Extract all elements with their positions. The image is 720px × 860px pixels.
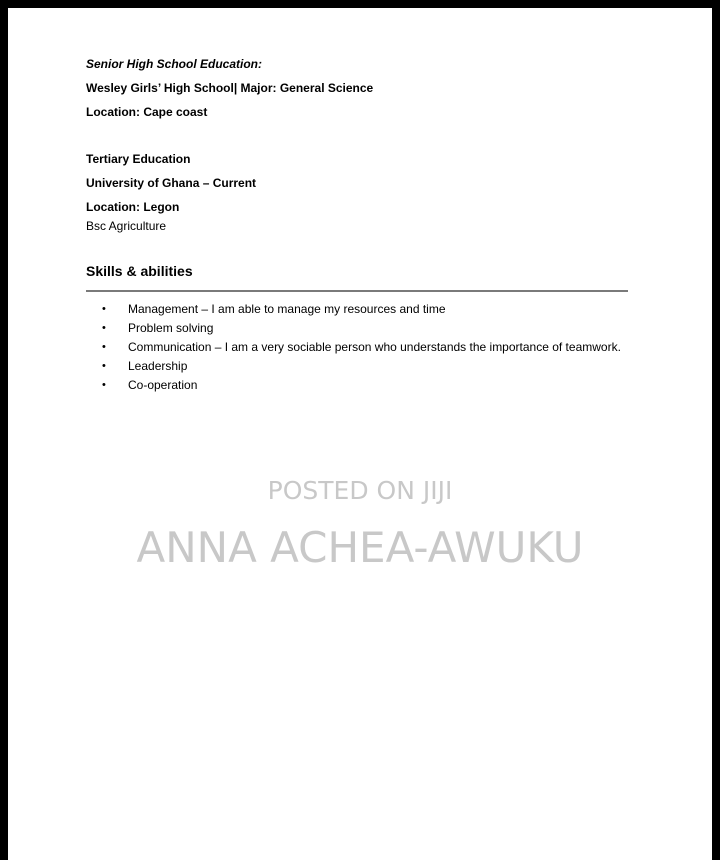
tertiary-heading: Tertiary Education (86, 152, 191, 166)
senior-high-heading: Senior High School Education: (86, 57, 263, 71)
senior-high-location: Location: Cape coast (86, 105, 208, 119)
senior-high-school-line: Wesley Girls’ High School| Major: General Science (86, 81, 374, 95)
list-item (86, 338, 621, 357)
list-item (86, 376, 621, 395)
bullet-icon: • (102, 341, 106, 353)
tertiary-location: Location: Legon (86, 200, 180, 214)
section-divider (86, 290, 628, 292)
watermark-posted-on: POSTED ON JIJI (267, 476, 453, 505)
skill-text: Communication – I am a very sociable person who understands the importance of teamwork. (128, 340, 621, 354)
skill-text: Management – I am able to manage my resources and time (128, 302, 446, 316)
list-item (86, 357, 621, 376)
bullet-icon: • (102, 379, 106, 391)
skills-list (86, 300, 621, 395)
skill-text: Problem solving (128, 321, 214, 335)
document-page (8, 8, 712, 860)
list-item (86, 300, 621, 319)
tertiary-degree: Bsc Agriculture (86, 219, 167, 233)
skill-text: Leadership (128, 359, 188, 373)
skills-heading: Skills & abilities (86, 263, 193, 279)
skill-text: Co-operation (128, 378, 198, 392)
list-item (86, 319, 621, 338)
bullet-icon: • (102, 360, 106, 372)
tertiary-university: University of Ghana – Current (86, 176, 257, 190)
bullet-icon: • (102, 322, 106, 334)
bullet-icon: • (102, 303, 106, 315)
watermark-name: ANNA ACHEA-AWUKU (136, 523, 584, 572)
